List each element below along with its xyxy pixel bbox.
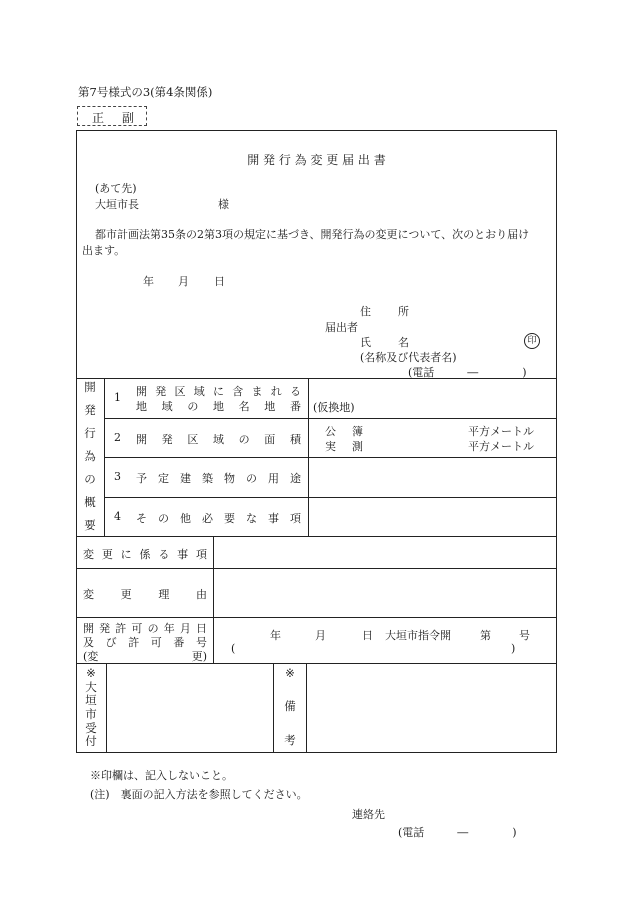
row-number: 1: [114, 391, 121, 404]
paren-open: (: [231, 642, 236, 655]
area-public-record-label: 公: [325, 425, 336, 438]
name-label: 氏: [360, 336, 371, 349]
date-day: 日: [214, 275, 225, 288]
permit-year: 年: [270, 629, 281, 642]
divider: [104, 457, 557, 458]
permit-city-directive: 大垣市指令開: [385, 629, 451, 642]
form-number: 第7号様式の3(第4条関係): [78, 85, 213, 99]
area-public-record-label: 簿: [352, 425, 363, 438]
divider: [76, 568, 557, 569]
divider: [76, 536, 557, 537]
permit-label-line2: 及 び 許 可 番 号: [83, 636, 207, 649]
permit-month: 月: [315, 629, 326, 642]
row-number: 4: [114, 510, 121, 523]
receipt-label: ※ 大 垣 市 受 付: [85, 666, 97, 749]
seal-mark: 印: [524, 333, 540, 349]
row-number: 3: [114, 470, 121, 483]
divider: [76, 378, 557, 379]
name-note: (名称及び代表者名): [360, 351, 457, 364]
change-matters-label: 変 更 に 係 る 事 項: [83, 548, 207, 561]
address-label: 住: [360, 305, 371, 318]
remarks-label: ※ 備 考: [284, 666, 296, 747]
row3-label: 予 定 建 築 物 の 用 途: [136, 472, 301, 485]
contact-label: 連絡先: [352, 808, 385, 821]
divider: [213, 536, 214, 663]
divider: [76, 617, 557, 618]
date-month: 月: [178, 275, 189, 288]
paren-close: ): [511, 642, 516, 655]
phone-line: (電話 ― ): [408, 366, 527, 379]
row-number: 2: [114, 431, 121, 444]
addressee-honorific: 様: [218, 198, 229, 211]
addressee-label: (あて先): [95, 182, 137, 195]
permit-label-line3: (変 更): [83, 650, 207, 663]
replotted-land-label: (仮換地): [313, 401, 355, 414]
overview-side-label: 開 発 行 為 の 概 要: [84, 380, 96, 533]
divider: [273, 663, 274, 753]
notifier-label: 届出者: [325, 321, 358, 334]
divider: [104, 418, 557, 419]
divider: [306, 663, 307, 753]
permit-number-suffix: 号: [519, 629, 530, 642]
copy-designation-char: 正: [92, 111, 105, 125]
address-label: 所: [398, 305, 409, 318]
area-unit: 平方メートル: [468, 440, 534, 453]
note-office-use: ※印欄は、記入しないこと。: [90, 769, 233, 782]
area-survey-label: 測: [352, 440, 363, 453]
permit-label-line1: 開 発 許 可 の 年 月 日: [83, 622, 207, 635]
statement-line-1: 都市計画法第35条の2第3項の規定に基づき、開発行為の変更について、次のとおり届け: [95, 228, 530, 241]
row1-label-line1: 開 発 区 域 に 含 ま れ る: [136, 385, 301, 398]
date-year: 年: [143, 275, 154, 288]
area-unit: 平方メートル: [468, 425, 534, 438]
divider: [104, 497, 557, 498]
document-title: 開 発 行 為 変 更 届 出 書: [247, 153, 386, 167]
name-label: 名: [398, 336, 409, 349]
row1-label-line2: 地 域 の 地 名 地 番: [136, 400, 301, 413]
contact-phone: (電話 ― ): [398, 826, 517, 839]
addressee-mayor: 大垣市長: [95, 198, 139, 211]
row4-label: そ の 他 必 要 な 事 項: [136, 512, 301, 525]
statement-line-2: 出ます。: [82, 244, 126, 257]
row2-label: 開 発 区 域 の 面 積: [136, 433, 301, 446]
permit-number-prefix: 第: [480, 629, 491, 642]
area-survey-label: 実: [325, 440, 336, 453]
change-reason-label: 変 更 理 由: [83, 588, 207, 601]
permit-day: 日: [362, 629, 373, 642]
divider: [106, 663, 107, 753]
copy-designation-char: 副: [122, 111, 135, 125]
copy-designation-box: [77, 106, 147, 126]
note-instructions: (注) 裏面の記入方法を参照してください。: [90, 788, 308, 801]
